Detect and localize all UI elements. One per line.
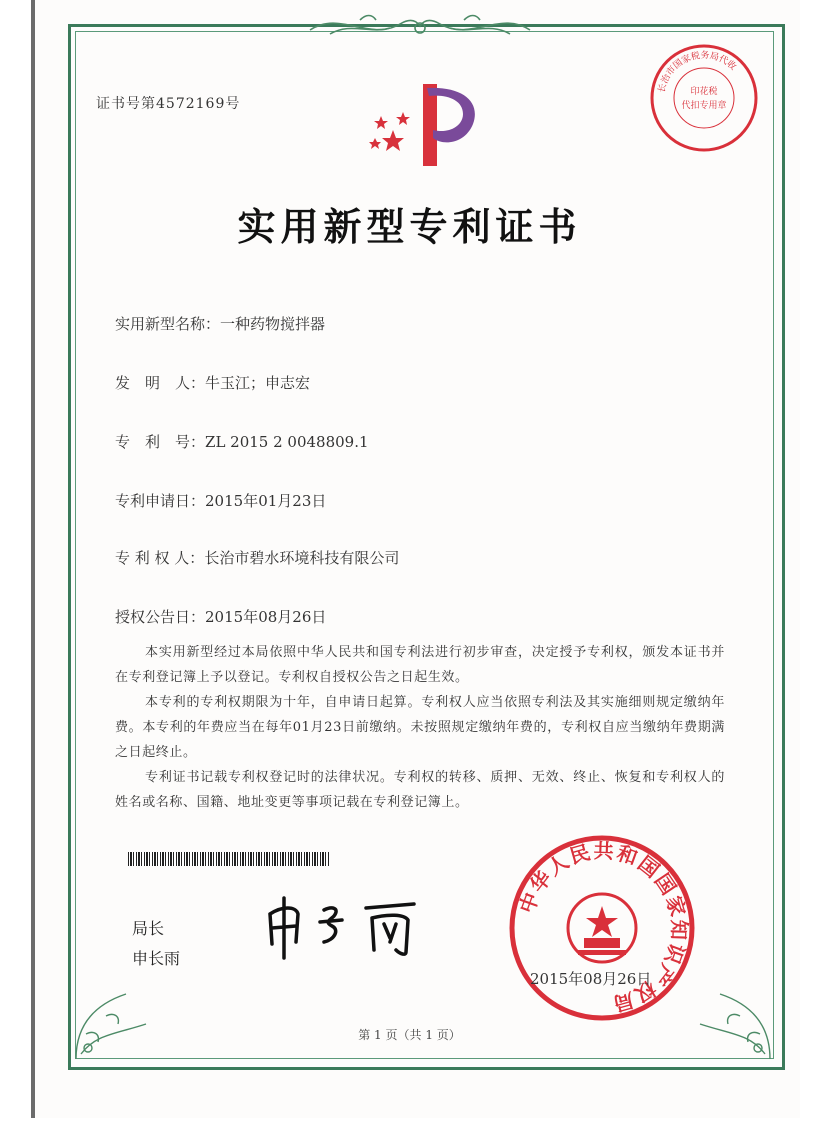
filing-date-row xyxy=(115,490,326,511)
body-paragraph-1: 本实用新型经过本局依照中华人民共和国专利法进行初步审查，决定授予专利权，颁发本证书并在专利登记簿上予以登记。专利权自授权公告之日起生效。 xyxy=(115,645,725,685)
svg-text:长治市国家税务局代收: 长治市国家税务局代收 xyxy=(657,50,738,94)
patentee-row xyxy=(115,547,399,568)
inventor-value: 牛玉江；申志宏 xyxy=(205,374,311,392)
certificate-title: 实用新型专利证书 xyxy=(237,204,582,249)
top-ornament xyxy=(300,8,540,44)
svg-text:印花税: 印花税 xyxy=(690,87,718,97)
bottom-left-ornament xyxy=(66,964,156,1064)
patent-number-row xyxy=(115,431,369,452)
body-paragraph-3: 专利证书记载专利权登记时的法律状况。专利权的转移、质押、无效、终止、恢复和专利权人的姓名或名称、国籍、地址变更等事项记载在专利登记簿上。 xyxy=(115,770,725,810)
director-name: 申长雨 xyxy=(132,949,181,968)
patent-number-value: ZL 2015 2 0048809.1 xyxy=(205,433,369,451)
grant-date-row xyxy=(115,606,326,627)
utility-model-name-row xyxy=(115,313,325,334)
svg-text:中华人民共和国国家知识产权局: 中华人民共和国国家知识产权局 xyxy=(514,838,692,1017)
certificate-number: 证书号第4572169号 xyxy=(96,96,241,112)
certificate-body xyxy=(115,640,725,815)
grant-date-label: 授权公告日： xyxy=(115,608,206,626)
national-ip-office-seal xyxy=(508,834,696,1022)
utility-model-name-label: 实用新型名称： xyxy=(115,315,221,333)
seal-date: 2015年08月26日 xyxy=(530,970,652,988)
filing-date-label: 专利申请日： xyxy=(115,492,206,510)
page-footer: 第 1 页（共 1 页） xyxy=(358,1028,461,1042)
director-title: 局长 xyxy=(132,919,165,938)
patentee-value: 长治市碧水环境科技有限公司 xyxy=(204,549,400,567)
patent-number-label: 专 利 号： xyxy=(115,433,206,451)
body-paragraph-2: 本专利的专利权期限为十年，自申请日起算。专利权人应当依照专利法及其实施细则规定缴纳年费。本专利的年费应当在每年01月23日前缴纳。未按照规定缴纳年费的，专利权自应当缴纳年费期满之日起终止。 xyxy=(115,695,725,760)
utility-model-name-value: 一种药物搅拌器 xyxy=(220,315,326,333)
filing-date-value: 2015年01月23日 xyxy=(205,492,327,510)
inventor-label: 发 明 人： xyxy=(115,374,206,392)
inventor-row xyxy=(115,372,310,393)
tax-stamp-seal xyxy=(648,42,760,154)
patentee-label: 专 利 权 人： xyxy=(115,549,205,567)
svg-text:代扣专用章: 代扣专用章 xyxy=(681,101,727,111)
director-signature xyxy=(262,892,442,962)
patent-office-logo xyxy=(363,80,483,180)
bottom-right-ornament xyxy=(690,964,780,1064)
barcode xyxy=(128,852,330,866)
grant-date-value: 2015年08月26日 xyxy=(205,608,327,626)
